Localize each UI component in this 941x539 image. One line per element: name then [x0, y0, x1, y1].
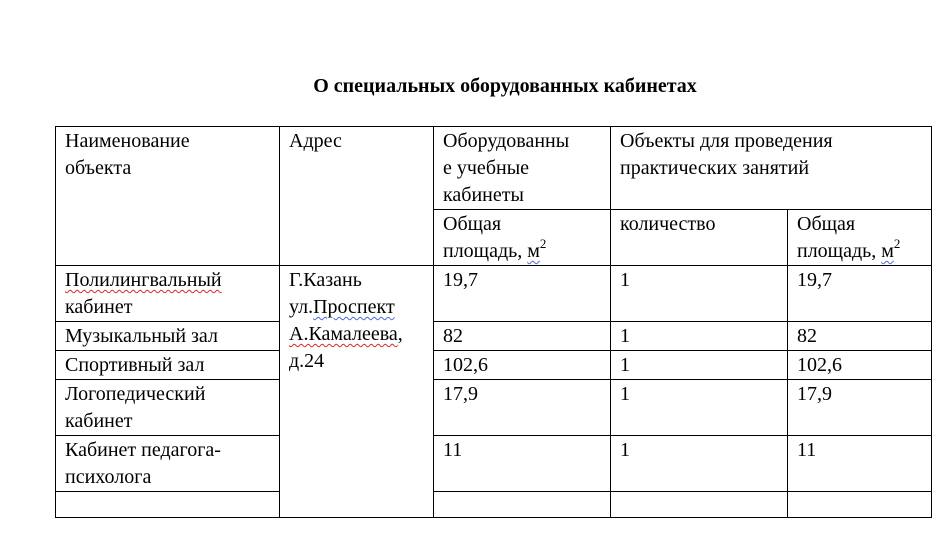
header-practical-objects — [611, 127, 932, 210]
header-object-name — [56, 127, 280, 266]
table-row — [56, 351, 932, 380]
header-area2-text: площадь, — [797, 240, 882, 262]
header-area-line2 — [443, 238, 601, 265]
header-area-text: площадь, — [443, 240, 528, 262]
row-count-value: 1 — [620, 439, 630, 461]
row-count-cell — [611, 380, 788, 436]
address-line4: д.24 — [289, 350, 325, 372]
header-object-name-line2: объекта — [65, 157, 132, 179]
header-row-1 — [56, 127, 932, 210]
empty-cell — [611, 492, 788, 518]
empty-cell — [434, 492, 611, 518]
table-row — [56, 436, 932, 492]
table-row — [56, 380, 932, 436]
header-area2-unit: м — [881, 240, 894, 262]
row-area2-value: 82 — [797, 325, 817, 347]
row-name-line1: Спортивный зал — [65, 354, 205, 376]
row-name-cell — [56, 380, 280, 436]
row-area2-cell — [788, 380, 932, 436]
header-area2-line2 — [797, 238, 922, 265]
row-area-cell — [434, 322, 611, 351]
address-street-prefix: ул. — [289, 296, 314, 318]
header-area-line1: Общая — [443, 213, 502, 235]
row-name-cell — [56, 436, 280, 492]
row-name-cell — [56, 266, 280, 322]
header-equipped-rooms — [434, 127, 611, 210]
header-object-name-line1: Наименование — [65, 130, 190, 152]
row-area-cell — [434, 266, 611, 322]
special-rooms-table — [55, 126, 932, 518]
header-equipped-line1: Оборудованны — [443, 130, 570, 152]
row-count-value: 1 — [620, 325, 630, 347]
table-row — [56, 266, 932, 322]
header-area-power: 2 — [539, 236, 547, 251]
row-count-cell — [611, 436, 788, 492]
header-count — [611, 210, 788, 266]
address-street-comma: , — [397, 323, 403, 345]
row-area-cell — [434, 380, 611, 436]
header-total-area — [434, 210, 611, 266]
header-address-label: Адрес — [289, 130, 342, 152]
header-count-label: количество — [620, 213, 716, 235]
address-line3 — [289, 321, 424, 348]
address-street-word: Проспект — [313, 296, 395, 318]
row-count-cell — [611, 266, 788, 322]
row-count-cell — [611, 322, 788, 351]
row-count-cell — [611, 351, 788, 380]
row-name-cell — [56, 351, 280, 380]
row-area-value: 17,9 — [443, 383, 478, 405]
row-count-value: 1 — [620, 269, 630, 291]
row-area-cell — [434, 351, 611, 380]
header-equipped-line3: кабинеты — [443, 184, 524, 206]
row-name-cell — [56, 322, 280, 351]
row-area2-value: 17,9 — [797, 383, 832, 405]
empty-cell — [788, 492, 932, 518]
row-count-value: 1 — [620, 354, 630, 376]
header-equipped-line2: е учебные — [443, 157, 530, 179]
address-line2 — [289, 294, 424, 321]
row-area-value: 11 — [443, 439, 463, 461]
empty-row — [56, 492, 932, 518]
row-name-line2: психолога — [65, 466, 152, 488]
row-area-value: 19,7 — [443, 269, 478, 291]
header-practical-line1: Объекты для проведения — [620, 130, 833, 152]
row-area2-cell — [788, 351, 932, 380]
row-name-line2: кабинет — [65, 410, 133, 432]
address-street-name: А.Камалеева — [289, 323, 398, 345]
document-title: О специальных оборудованных кабинетах — [313, 75, 697, 97]
row-area2-value: 102,6 — [797, 354, 842, 376]
address-line1: Г.Казань — [289, 269, 362, 291]
header-area2-line1: Общая — [797, 213, 856, 235]
row-name-line1: Полилингвальный — [65, 269, 222, 291]
empty-cell — [56, 492, 280, 518]
row-name-line1: Музыкальный зал — [65, 325, 218, 347]
header-area2-power: 2 — [893, 236, 901, 251]
row-name-line1: Кабинет педагога- — [65, 439, 221, 461]
row-area-cell — [434, 436, 611, 492]
row-name-line1: Логопедический — [65, 383, 206, 405]
row-area2-cell — [788, 436, 932, 492]
row-area-value: 82 — [443, 325, 463, 347]
row-count-value: 1 — [620, 383, 630, 405]
row-area-value: 102,6 — [443, 354, 488, 376]
table-row — [56, 322, 932, 351]
row-area2-cell — [788, 322, 932, 351]
header-area-unit: м — [527, 240, 540, 262]
row-area2-cell — [788, 266, 932, 322]
address-cell — [280, 266, 434, 518]
header-total-area-2 — [788, 210, 932, 266]
row-area2-value: 19,7 — [797, 269, 832, 291]
header-practical-line2: практических занятий — [620, 157, 810, 179]
row-name-line2: кабинет — [65, 296, 133, 318]
row-area2-value: 11 — [797, 439, 817, 461]
header-address — [280, 127, 434, 266]
